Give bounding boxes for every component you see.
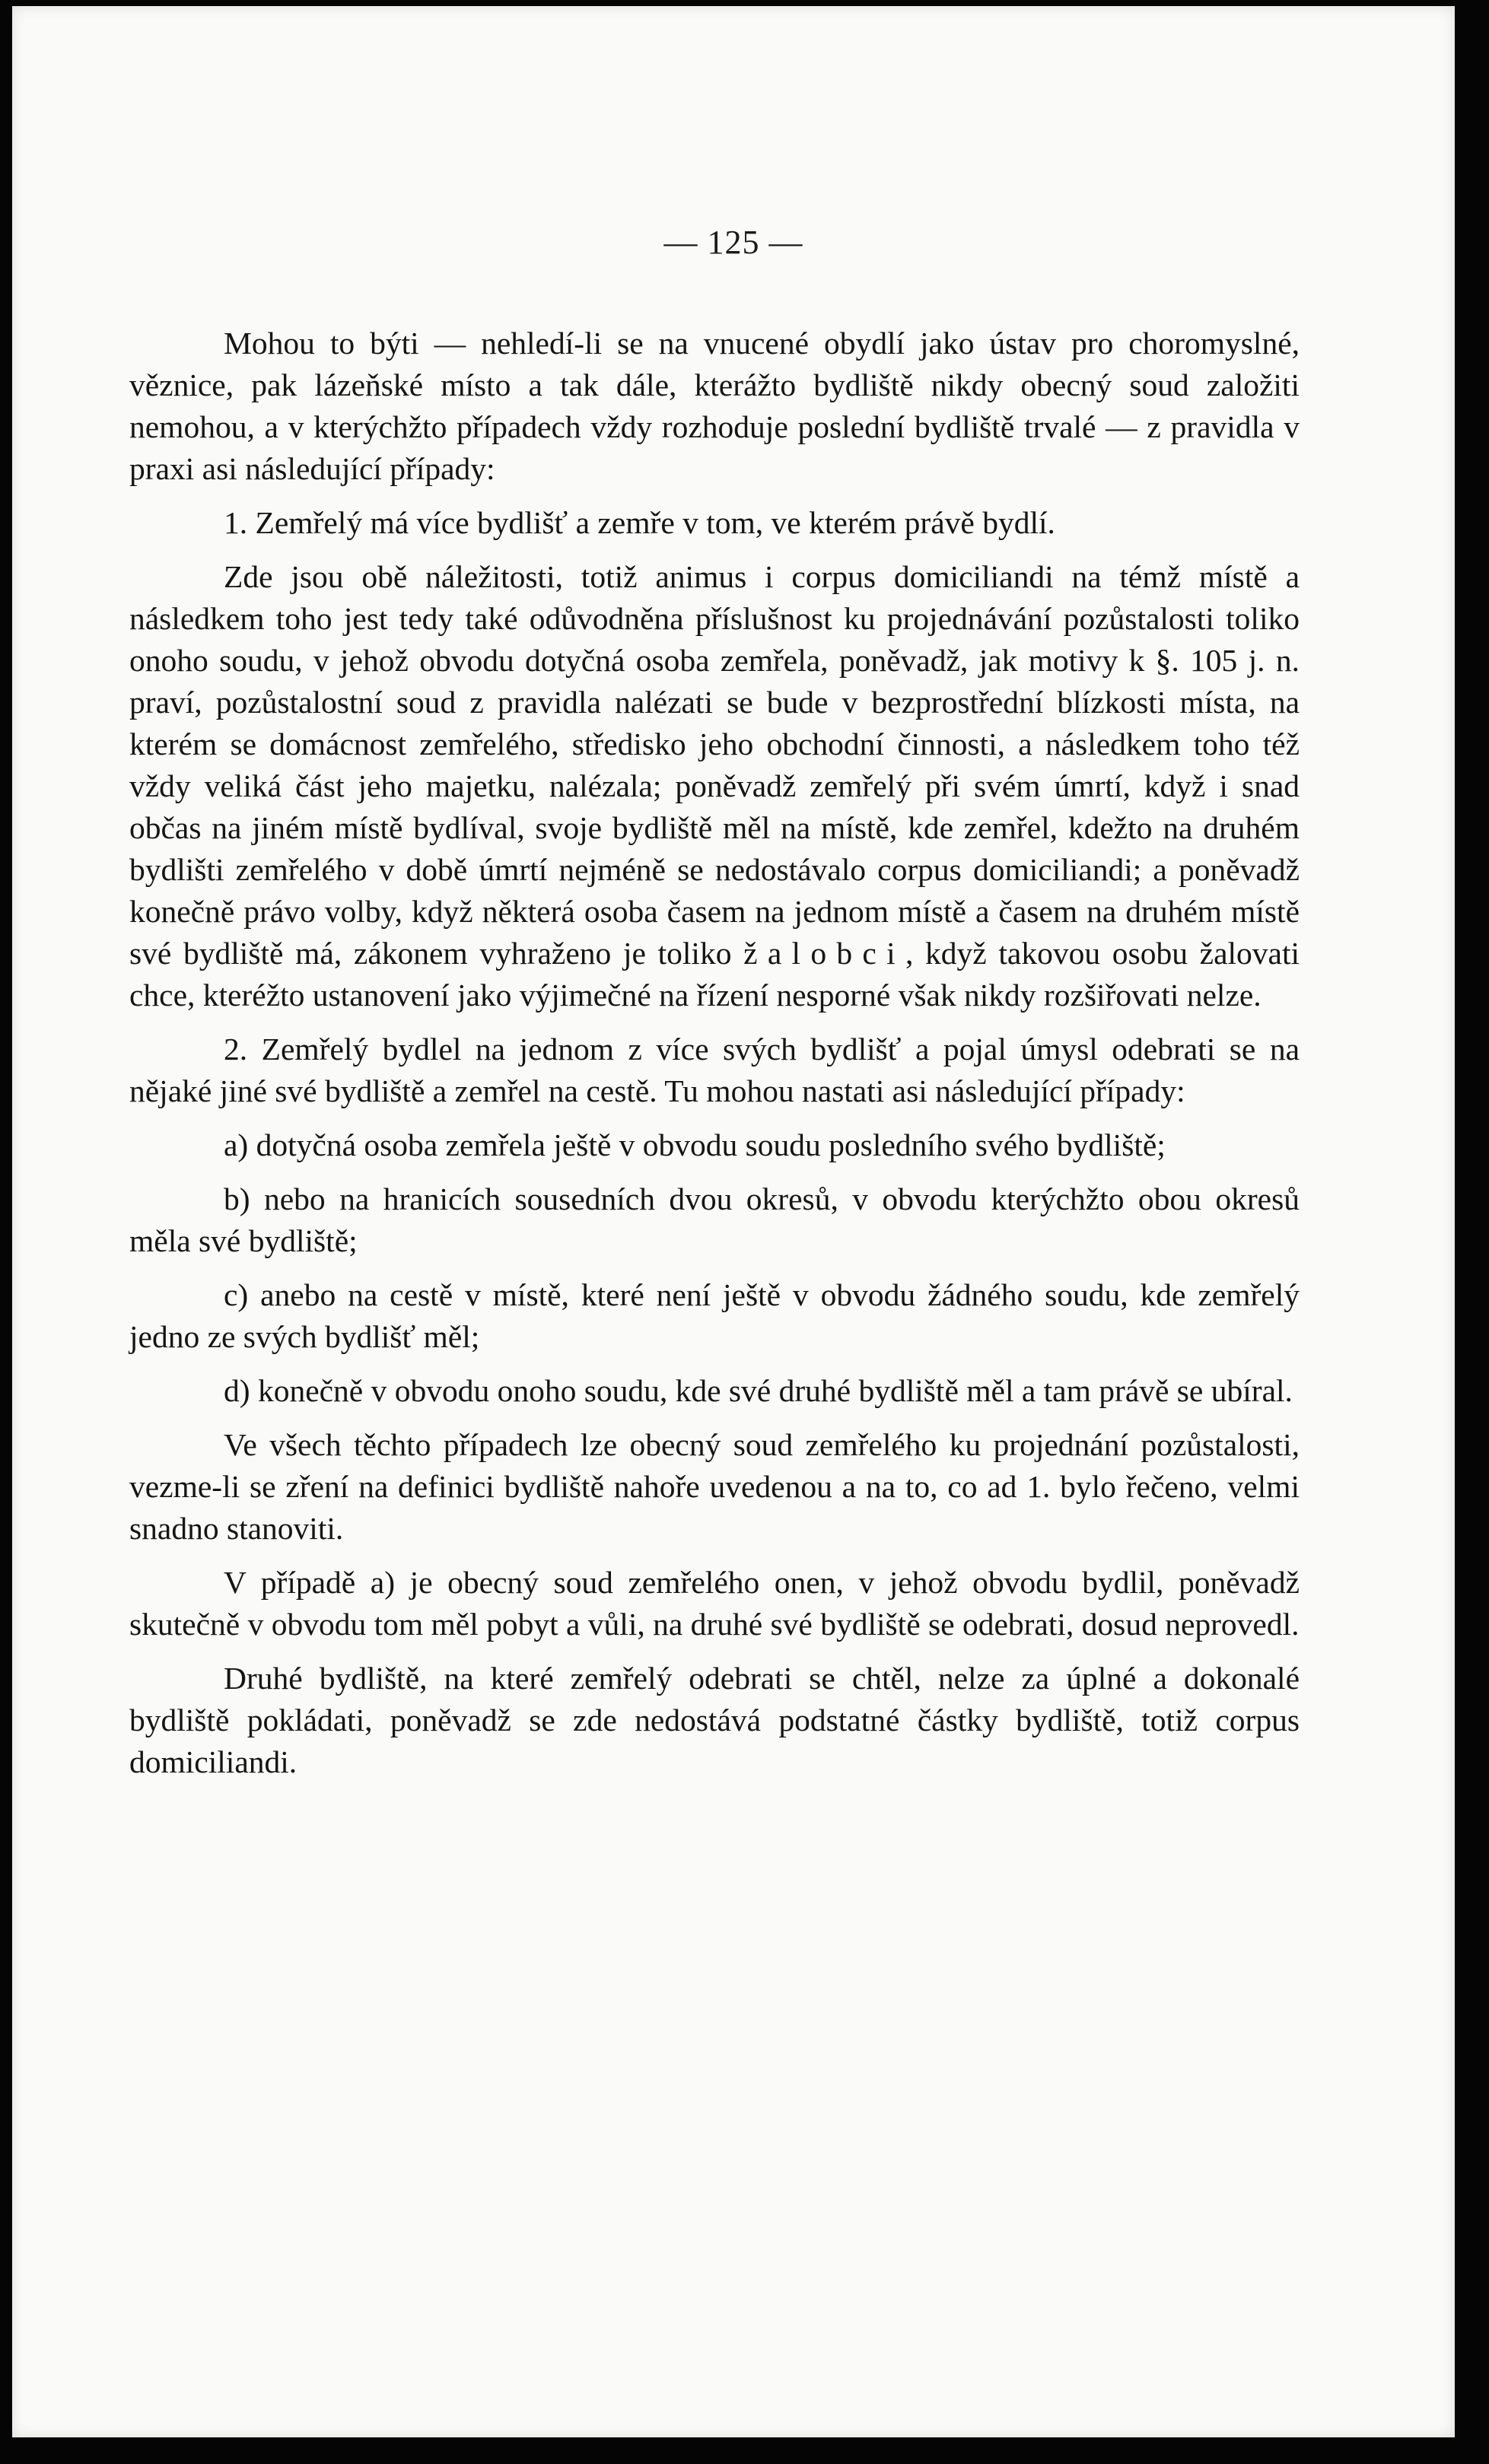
emphasized-word: žalobci [743,936,905,971]
list-item-c: c) anebo na cestě v místě, které není ještě v obvodu žádného soudu, kde zemřelý jedno ze svých bydlišť měl; [129,1277,1300,1354]
body-text [129,323,1300,1783]
book-page [12,6,1455,2437]
paragraph-second-domicile: Druhé bydliště, na které zemřelý odebrati se chtěl, nelze za úplné a dokonalé bydliště pokládati, poněvadž se zde nedostává podstatné částky bydliště, totiž corpus domiciliandi. [129,1661,1300,1779]
paragraph-intro: Mohou to býti — nehledí-li se na vnucené obydlí jako ústav pro choromyslné, věznice, pak lázeňské místo a tak dále, kterážto bydliště nikdy obecný soud založiti nemohou, a v kterýchžto případech vždy rozhoduje poslední bydliště trvalé — z pravidla v praxi asi následující případy: [129,326,1300,486]
paragraph-case-1: 1. Zemřelý má více bydlišť a zemře v tom, ve kterém právě bydlí. [224,505,1055,540]
list-item-a: a) dotyčná osoba zemřela ještě v obvodu soudu posledního svého bydliště; [224,1127,1166,1162]
page-number: — 125 — [663,224,803,261]
list-item-d: d) konečně v obvodu onoho soudu, kde své druhé bydliště měl a tam právě se ubíral. [224,1373,1293,1408]
paragraph-text-before-emphasis: Zde jsou obě náležitosti, totiž animus i corpus domiciliandi na témž místě a následkem toho jest tedy také odůvodněna příslušnost ku projednávání pozůstalosti toliko onoho soudu, v jehož obvodu dotyčná osoba zemřela, poněvadž, jak motivy k §. 105 j. n. praví, pozůstalostní soud z pravidla nalézati se bude v bezprostřední blízkosti místa, na kterém se domácnost zemřelého, středisko jeho obchodní činnosti, a následkem toho též vždy veliká část jeho majetku, nalézala; poněvadž zemřelý při svém úmrtí, když i snad občas na jiném místě bydlíval, svoje bydliště měl na místě, kde zemřel, kdežto na druhém bydlišti zemřelého v době úmrtí nejméně se nedostávalo corpus domiciliandi; a poněvadž konečně právo volby, když některá osoba časem na jednom místě a časem na druhém místě své bydliště má, zákonem vyhraženo je toliko [129,559,1300,971]
paragraph-text-after-emphasis: , když takovou osobu žalovati chce, kteréžto ustanovení jako výjimečné na řízení nesporné však nikdy rozšiřovati nelze. [129,936,1300,1013]
paragraph-case-a-detail: V případě a) je obecný soud zemřelého onen, v jehož obvodu bydlil, poněvadž skutečně v obvodu tom měl pobyt a vůli, na druhé své bydliště se odebrati, dosud neprovedl. [129,1565,1300,1642]
paragraph-summary: Ve všech těchto případech lze obecný soud zemřelého ku projednání pozůstalosti, vezme-li se zření na definici bydliště nahoře uvedenou a na to, co ad 1. bylo řečeno, velmi snadno stanoviti. [129,1427,1300,1546]
paragraph-case-2: 2. Zemřelý bydlel na jednom z více svých bydlišť a pojal úmysl odebrati se na nějaké jiné své bydliště a zemřel na cestě. Tu mohou nastati asi následující případy: [129,1032,1300,1108]
paragraph-case-1-explanation [129,556,1300,1016]
list-item-b: b) nebo na hranicích sousedních dvou okresů, v obvodu kterýchžto obou okresů měla své bydliště; [129,1181,1300,1258]
